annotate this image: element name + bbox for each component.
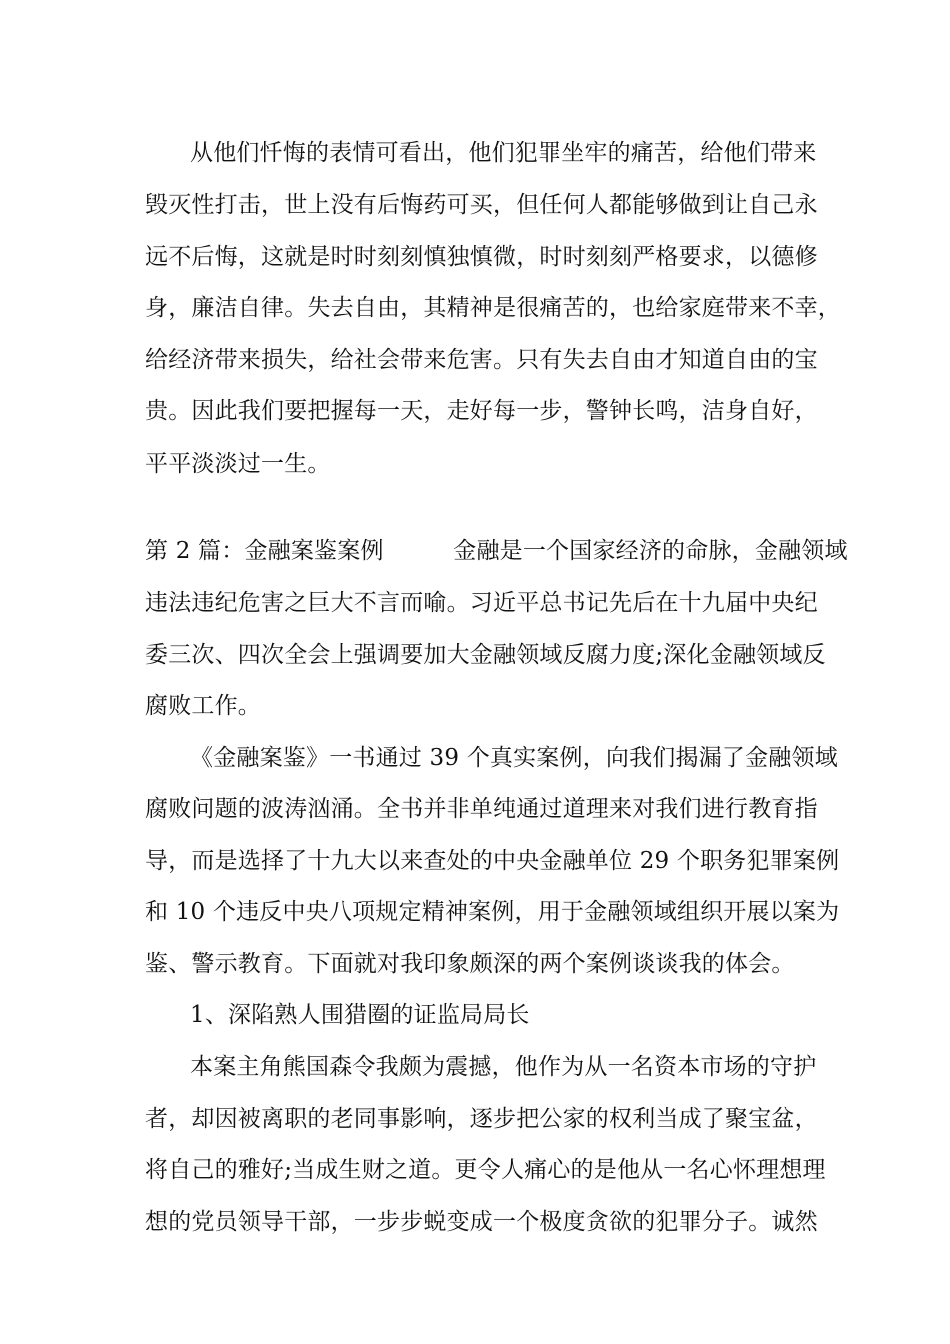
text-line: 将自己的雅好;当成生财之道。更令人痛心的是他从一名心怀理想理 — [145, 1157, 826, 1183]
text-line: 委三次、四次全会上强调要加大金融领域反腐力度;深化金融领域反 — [145, 642, 826, 668]
text-line: 者，却因被离职的老同事影响，逐步把公家的权利当成了聚宝盆， — [145, 1106, 818, 1132]
text-line: 毁灭性打击，世上没有后悔药可买，但任何人都能够做到让自己永 — [145, 192, 818, 218]
text-line: 平平淡淡过一生。 — [145, 451, 331, 477]
section-heading-line: 第 2 篇：金融案鉴案例 金融是一个国家经济的命脉，金融领域 — [145, 538, 848, 564]
text-line: 本案主角熊国森令我颇为震撼，他作为从一名资本市场的守护 — [190, 1054, 817, 1080]
text-line: 《金融案鉴》一书通过 39 个真实案例，向我们揭漏了金融领域 — [190, 745, 838, 771]
text-line: 腐败问题的波涛汹涌。全书并非单纯通过道理来对我们进行教育指 — [145, 796, 818, 822]
case-heading-line: 1、深陷熟人围猎圈的证监局局长 — [190, 1002, 530, 1028]
text-line: 远不后悔，这就是时时刻刻慎独慎微，时时刻刻严格要求，以德修 — [145, 244, 818, 270]
text-line: 从他们忏悔的表情可看出，他们犯罪坐牢的痛苦，给他们带来 — [190, 140, 817, 166]
text-line: 导，而是选择了十九大以来查处的中央金融单位 29 个职务犯罪案例 — [145, 848, 840, 874]
text-line: 和 10 个违反中央八项规定精神案例，用于金融领域组织开展以案为 — [145, 899, 840, 925]
text-line: 违法违纪危害之巨大不言而喻。习近平总书记先后在十九届中央纪 — [145, 590, 818, 616]
text-line: 腐败工作。 — [145, 693, 261, 719]
text-line: 贵。因此我们要把握每一天，走好每一步，警钟长鸣，洁身自好， — [145, 398, 818, 424]
text-line: 想的党员领导干部，一步步蜕变成一个极度贪欲的犯罪分子。诚然 — [145, 1209, 818, 1235]
text-line: 给经济带来损失，给社会带来危害。只有失去自由才知道自由的宝 — [145, 347, 818, 373]
text-line: 鉴、警示教育。下面就对我印象颇深的两个案例谈谈我的体会。 — [145, 951, 795, 977]
text-line: 身，廉洁自律。失去自由，其精神是很痛苦的，也给家庭带来不幸， — [145, 295, 841, 321]
